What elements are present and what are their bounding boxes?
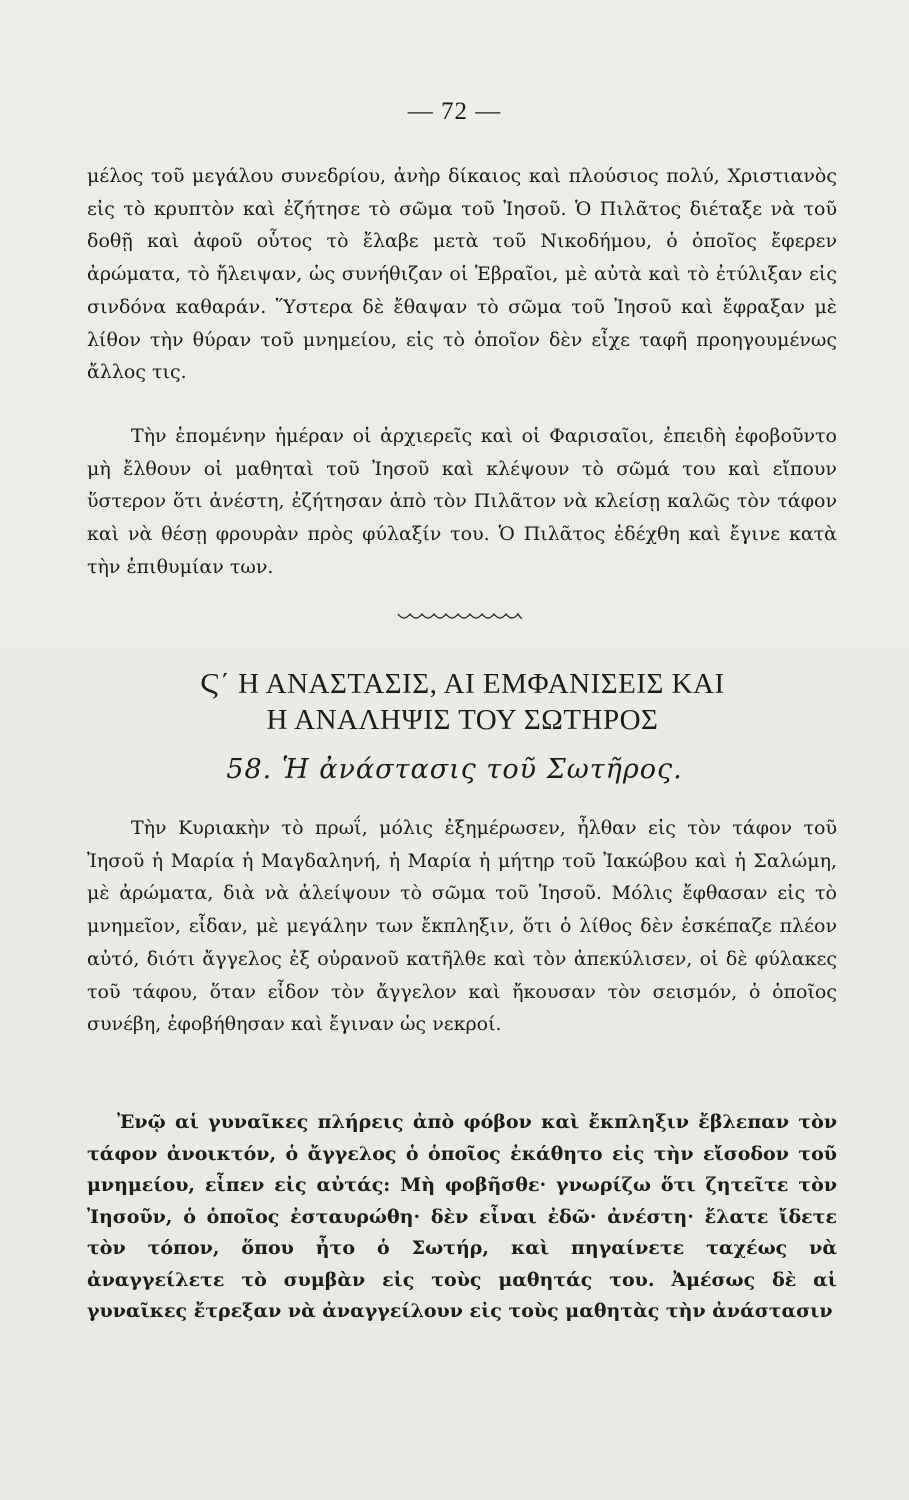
chapter-title-line-2: Η ΑΝΑΛΗΨΙΣ ΤΟΥ ΣΩΤΗΡΟΣ — [266, 704, 659, 736]
paragraph-1: μέλος τοῦ μεγάλου συνεδρίου, ἀνὴρ δίκαιος καὶ πλούσιος πολύ, Χριστιανὸς εἰς τὸ κρυπτὸν καὶ ἐζήτησε τὸ σῶμα τοῦ Ἰησοῦ. Ὁ Πιλᾶτος διέταξε νὰ τοῦ δοθῇ καὶ ἀφοῦ οὗτος τὸ ἔλαβε μετὰ τοῦ Νικοδήμου, ὁ ὁποῖος ἔφερεν ἀρώματα, τὸ ἤλειψαν, ὡς συνήθιζαν οἱ Ἑβραῖοι, μὲ αὐτὰ καὶ τὸ ἐτύλιξαν εἰς σινδόνα καθαράν. Ὕστερα δὲ ἔθαψαν τὸ σῶμα τοῦ Ἰησοῦ καὶ ἔφραξαν μὲ λίθον τὴν θύραν τοῦ μνημείου, εἰς τὸ ὁποῖον δὲν εἶχε ταφῆ προηγουμένως ἄλλος τις. — [87, 165, 837, 384]
page-number: — 72 — — [407, 98, 502, 125]
chapter-title-line-1: Ϛ΄ Η ΑΝΑΣΤΑΣΙΣ, ΑΙ ΕΜΦΑΝΙΣΕΙΣ ΚΑΙ — [200, 668, 725, 700]
wavy-divider-icon — [396, 610, 524, 626]
paragraph-3: Τὴν Κυριακὴν τὸ πρωΐ, μόλις ἐξημέρωσεν, ἦλθαν εἰς τὸν τάφον τοῦ Ἰησοῦ ἡ Μαρία ἡ Μαγδαληνή, ἡ Μαρία ἡ μήτηρ τοῦ Ἰακώβου καὶ ἡ Σαλώμη, μὲ ἀρώματα, διὰ νὰ ἀλείψουν τὸ σῶμα τοῦ Ἰησοῦ. Μόλις ἔφθασαν εἰς τὸ μνημεῖον, εἶδαν, μὲ μεγάλην των ἔκπληξιν, ὅτι ὁ λίθος δὲν ἐσκέπαζε πλέον αὐτό, διότι ἄγγελος ἐξ οὐρανοῦ κατῆλθε καὶ τὸν ἀπεκύλισεν, οἱ δὲ φύλακες τοῦ τάφου, ὅταν εἶδον τὸν ἄγγελον καὶ ἤκουσαν τὸν σεισμόν, ὁ ὁποῖος συνέβη, ἐφοβήθησαν καὶ ἔγιναν ὡς νεκροί. — [87, 817, 837, 1036]
section-heading: 58. Ἡ ἀνάστασις τοῦ Σωτῆρος. — [226, 754, 683, 785]
chapter-title — [85, 666, 840, 738]
paragraph-2: Τὴν ἑπομένην ἡμέραν οἱ ἀρχιερεῖς καὶ οἱ Φαρισαῖοι, ἐπειδὴ ἐφοβοῦντο μὴ ἔλθουν οἱ μαθηταὶ τοῦ Ἰησοῦ καὶ κλέψουν τὸ σῶμά του καὶ εἴπουν ὕστερον ὅτι ἀνέστη, ἐζήτησαν ἀπὸ τὸν Πιλᾶτον νὰ κλείσῃ καλῶς τὸν τάφον καὶ νὰ θέσῃ φρουρὰν πρὸς φύλαξίν του. Ὁ Πιλᾶτος ἐδέχθη καὶ ἔγινε κατὰ τὴν ἐπιθυμίαν των. — [87, 425, 837, 578]
paragraph-4: Ἐνῷ αἱ γυναῖκες πλήρεις ἀπὸ φόβον καὶ ἔκπληξιν ἔβλεπαν τὸν τάφον ἀνοικτόν, ὁ ἄγγελος ὁ ὁποῖος ἐκάθητο εἰς τὴν εἴσοδον τοῦ μνημείου, εἶπεν εἰς αὐτάς: Μὴ φοβῆσθε· γνωρίζω ὅτι ζητεῖτε τὸν Ἰησοῦν, ὁ ὁποῖος ἐσταυρώθη· δὲν εἶναι ἐδῶ· ἀνέστη· ἔλατε ἴδετε τὸν τόπον, ὅπου ἦτο ὁ Σωτήρ, καὶ πηγαίνετε ταχέως νὰ ἀναγγείλετε τὸ συμβὰν εἰς τοὺς μαθητάς του. Ἀμέσως δὲ αἱ γυναῖκες ἔτρεξαν νὰ ἀναγγείλουν εἰς τοὺς μαθητὰς τὴν ἀνάστασιν — [87, 1111, 837, 1322]
